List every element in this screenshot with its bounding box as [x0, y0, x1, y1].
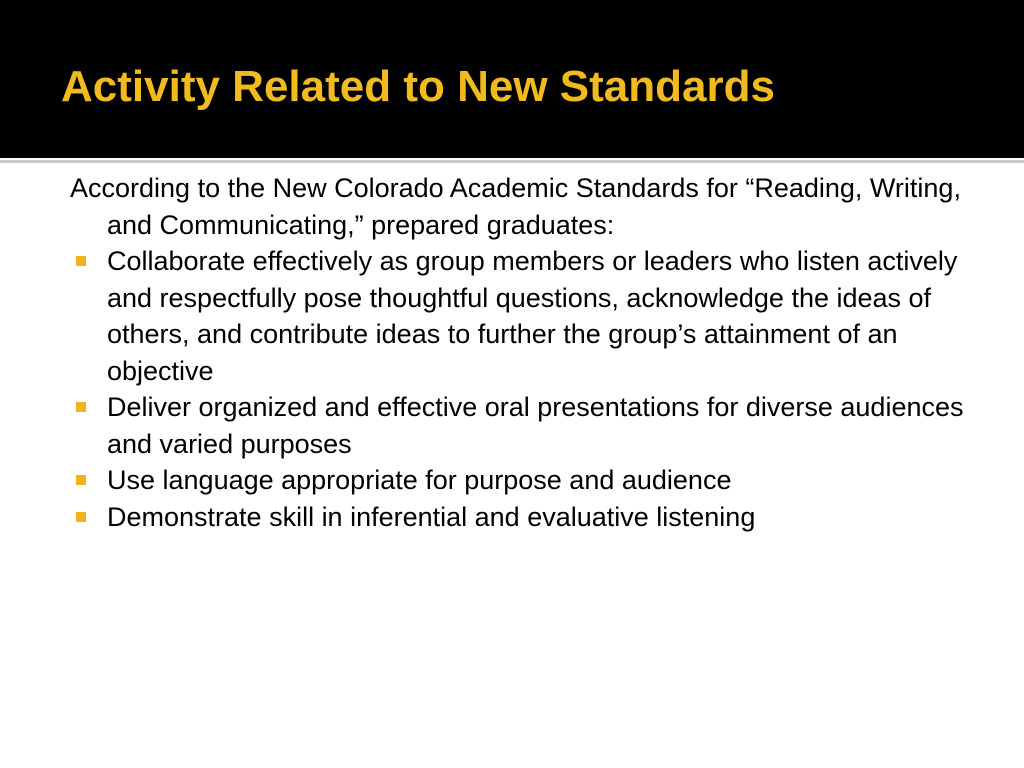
intro-text: According to the New Colorado Academic Standards for “Reading, Writing, and Communicating,” prepared graduates:: [70, 173, 961, 240]
bullet-item: [70, 389, 970, 462]
slide-title: Activity Related to New Standards: [61, 62, 775, 111]
bullet-text: Demonstrate skill in inferential and evaluative listening: [107, 501, 756, 532]
bullet-text: Collaborate effectively as group members or leaders who listen actively and respectfully pose thoughtful questions, acknowledge the ideas of others, and contribute ideas to further the group’s attainment of an objective: [107, 246, 958, 386]
bullet-text: Deliver organized and effective oral presentations for diverse audiences and varied purposes: [107, 392, 964, 459]
square-bullet-icon: [76, 512, 86, 522]
square-bullet-icon: [76, 256, 86, 266]
bullet-item: [70, 499, 970, 536]
bullet-item: [70, 243, 970, 389]
slide-body: [70, 170, 970, 535]
bullet-text: Use language appropriate for purpose and audience: [107, 465, 732, 495]
bullet-list: [70, 243, 970, 535]
title-band: [0, 0, 1024, 158]
square-bullet-icon: [76, 475, 86, 485]
title-divider: [0, 160, 1024, 163]
bullet-item: [70, 462, 970, 499]
square-bullet-icon: [76, 402, 86, 412]
